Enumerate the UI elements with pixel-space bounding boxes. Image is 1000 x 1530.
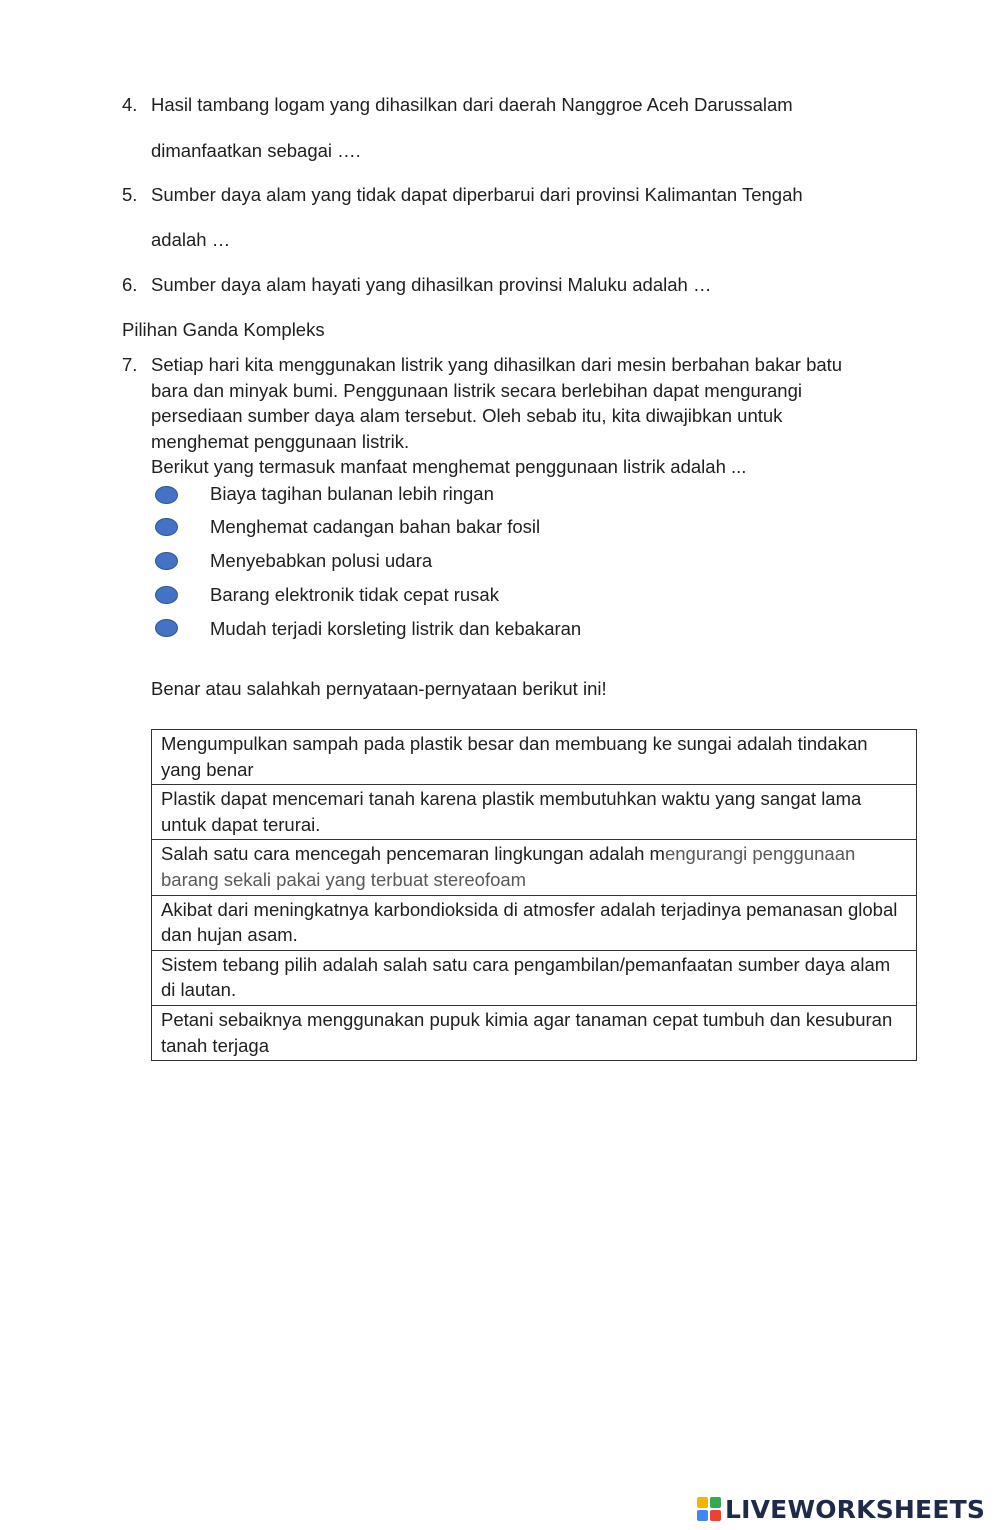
table-row — [152, 895, 917, 950]
table-row — [152, 730, 917, 785]
question-4-text: Hasil tambang logam yang dihasilkan dari daerah Nanggroe Aceh Darussalam — [151, 94, 793, 115]
statement-4: Akibat dari meningkatnya karbondioksida di atmosfer adalah terjadinya pemanasan global dan hujan asam. — [152, 895, 917, 950]
option-1-checkbox[interactable] — [155, 486, 178, 504]
question-4-text-cont: dimanfaatkan sebagai …. — [151, 140, 361, 161]
statement-6: Petani sebaiknya menggunakan pupuk kimia agar tanaman cepat tumbuh dan kesuburan tanah terjaga — [152, 1005, 917, 1060]
option-1-label: Biaya tagihan bulanan lebih ringan — [210, 483, 494, 504]
statement-3-part-a: Salah satu cara mencegah pencemaran lingkungan adalah m — [161, 843, 665, 865]
statement-1: Mengumpulkan sampah pada plastik besar dan membuang ke sungai adalah tindakan yang benar — [152, 730, 917, 785]
table-row — [152, 1005, 917, 1060]
question-7-text: Setiap hari kita menggunakan listrik yang dihasilkan dari mesin berbahan bakar batu bara dan minyak bumi. Penggunaan listrik secara berlebihan dapat mengurangi persediaan sumber daya alam tersebut. Oleh sebab itu, kita diwajibkan untuk menghemat penggunaan listrik. Berikut yang termasuk manfaat menghemat penggunaan listrik adalah ... — [151, 354, 843, 478]
option-3-label: Menyebabkan polusi udara — [210, 550, 433, 571]
option-2-checkbox[interactable] — [155, 518, 178, 536]
true-false-instruction: Benar atau salahkah pernyataan-pernyataan berikut ini! — [151, 678, 607, 699]
statement-3-part-b: engurangi penggunaan barang sekali pakai yang terbuat stereofoam — [161, 843, 856, 890]
statement-2: Plastik dapat mencemari tanah karena plastik membutuhkan waktu yang sangat lama untuk dapat terurai. — [152, 785, 917, 840]
question-5-text: Sumber daya alam yang tidak dapat diperbarui dari provinsi Kalimantan Tengah — [151, 184, 803, 205]
statement-5: Sistem tebang pilih adalah salah satu cara pengambilan/pemanfaatan sumber daya alam di lautan. — [152, 950, 917, 1005]
option-3-checkbox[interactable] — [155, 552, 178, 570]
question-7-number: 7. — [122, 354, 138, 375]
option-2-label: Menghemat cadangan bahan bakar fosil — [210, 516, 541, 537]
logo-mark-icon — [697, 1497, 721, 1521]
statements-table — [151, 729, 917, 1061]
question-5-text-cont: adalah … — [151, 229, 231, 250]
liveworksheets-logo — [697, 1494, 985, 1524]
option-4-label: Barang elektronik tidak cepat rusak — [210, 584, 499, 605]
question-4-number: 4. — [122, 94, 138, 115]
option-5-label: Mudah terjadi korsleting listrik dan kebakaran — [210, 618, 582, 639]
statement-3 — [152, 840, 917, 895]
table-row — [152, 840, 917, 895]
option-5-checkbox[interactable] — [155, 619, 178, 637]
table-row — [152, 785, 917, 840]
question-6-text: Sumber daya alam hayati yang dihasilkan provinsi Maluku adalah … — [151, 274, 712, 295]
question-5-number: 5. — [122, 184, 138, 205]
section-heading: Pilihan Ganda Kompleks — [122, 319, 325, 340]
logo-text: LIVEWORKSHEETS — [725, 1494, 986, 1524]
table-row — [152, 950, 917, 1005]
question-6-number: 6. — [122, 274, 138, 295]
option-4-checkbox[interactable] — [155, 586, 178, 604]
